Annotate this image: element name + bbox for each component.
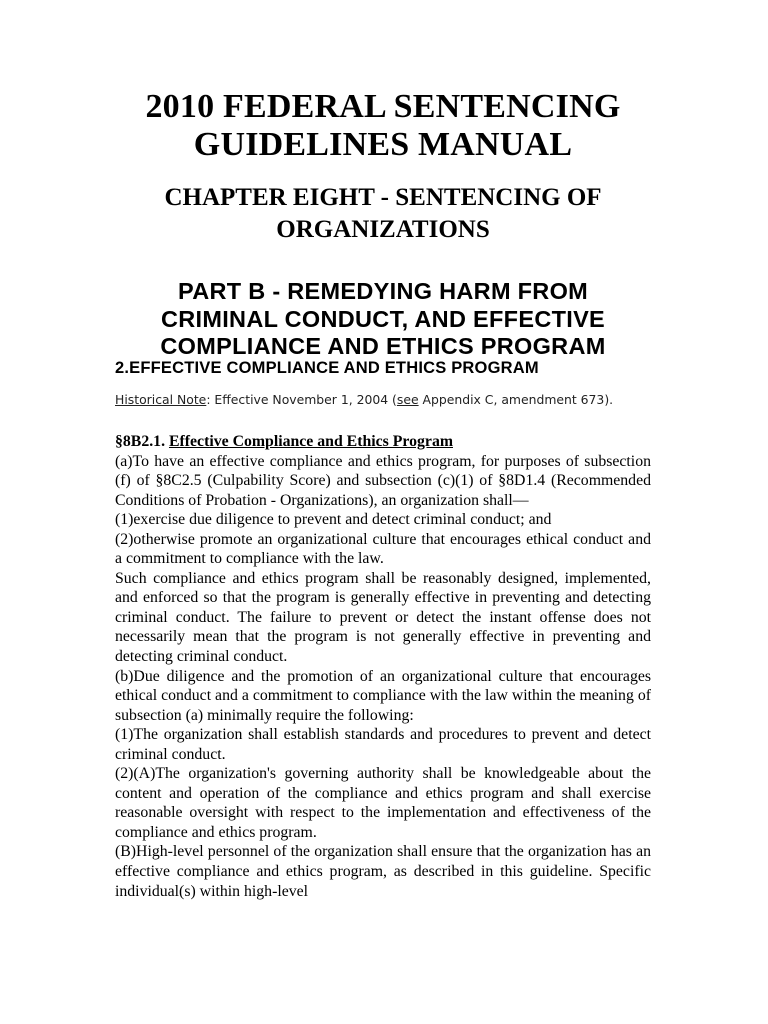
paragraph-b-2-b: (B)High-level personnel of the organization shall ensure that the organization has an effective compliance and ethics program, as described in this guideline. Specific individual(s) within high-level: [115, 843, 651, 900]
part-title-line-3: COMPLIANCE AND ETHICS PROGRAM: [160, 333, 606, 359]
part-title-line-2: CRIMINAL CONDUCT, AND EFFECTIVE: [160, 305, 606, 332]
paragraph-b-2-a: (2)(A)The organization's governing authority shall be knowledgeable about the content and operation of the compliance and ethics program and shall exercise reasonable oversight with respect to the implementation and effectiveness of the compliance and ethics program.: [115, 765, 651, 841]
chapter-title: [115, 182, 651, 246]
historical-note: [115, 392, 651, 408]
main-title-line-1: 2010 FEDERAL SENTENCING: [145, 88, 621, 125]
guideline-body: [115, 432, 651, 901]
chapter-title-line-2: ORGANIZATIONS: [276, 216, 490, 243]
historical-note-text-2: Appendix C, amendment 673).: [418, 392, 614, 407]
historical-note-see-link[interactable]: see: [396, 392, 419, 407]
guideline-number: §8B2.1.: [115, 433, 169, 450]
paragraph-a-2: (2)otherwise promote an organizational culture that encourages ethical conduct and a commitment to compliance with the law.: [115, 530, 651, 568]
main-title: [115, 88, 651, 164]
section-heading: 2.EFFECTIVE COMPLIANCE AND ETHICS PROGRAM: [115, 359, 539, 377]
paragraph-b-1: (1)The organization shall establish standards and procedures to prevent and detect criminal conduct.: [115, 726, 651, 763]
historical-note-label: Historical Note: [115, 392, 207, 407]
part-title-line-1: PART B - REMEDYING HARM FROM: [177, 278, 589, 304]
paragraph-a: (a)To have an effective compliance and ethics program, for purposes of subsection (f) of §8C2.5 (Culpability Score) and subsection (c)(1) of §8D1.4 (Recommended Conditions of Probation - Organizations), an organization shall—: [115, 452, 651, 509]
guideline-title: Effective Compliance and Ethics Program: [168, 433, 453, 450]
part-title: [115, 278, 651, 361]
paragraph-b: (b)Due diligence and the promotion of an organizational culture that encourages ethical conduct and a commitment to compliance with the law within the meaning of subsection (a) minimally require the following:: [115, 667, 651, 724]
guideline-heading: [115, 432, 651, 452]
paragraph-program-design: Such compliance and ethics program shall be reasonably designed, implemented, and enforced so that the program is generally effective in preventing and detecting criminal conduct. The failure to prevent or detect the instant offense does not necessarily mean that the program is not generally effective in preventing and detecting criminal conduct.: [115, 569, 651, 666]
chapter-title-line-1: CHAPTER EIGHT - SENTENCING OF: [164, 184, 602, 211]
historical-note-text-1: : Effective November 1, 2004 (: [206, 392, 397, 407]
main-title-line-2: GUIDELINES MANUAL: [193, 126, 573, 163]
paragraph-a-1: (1)exercise due diligence to prevent and detect criminal conduct; and: [115, 511, 552, 529]
